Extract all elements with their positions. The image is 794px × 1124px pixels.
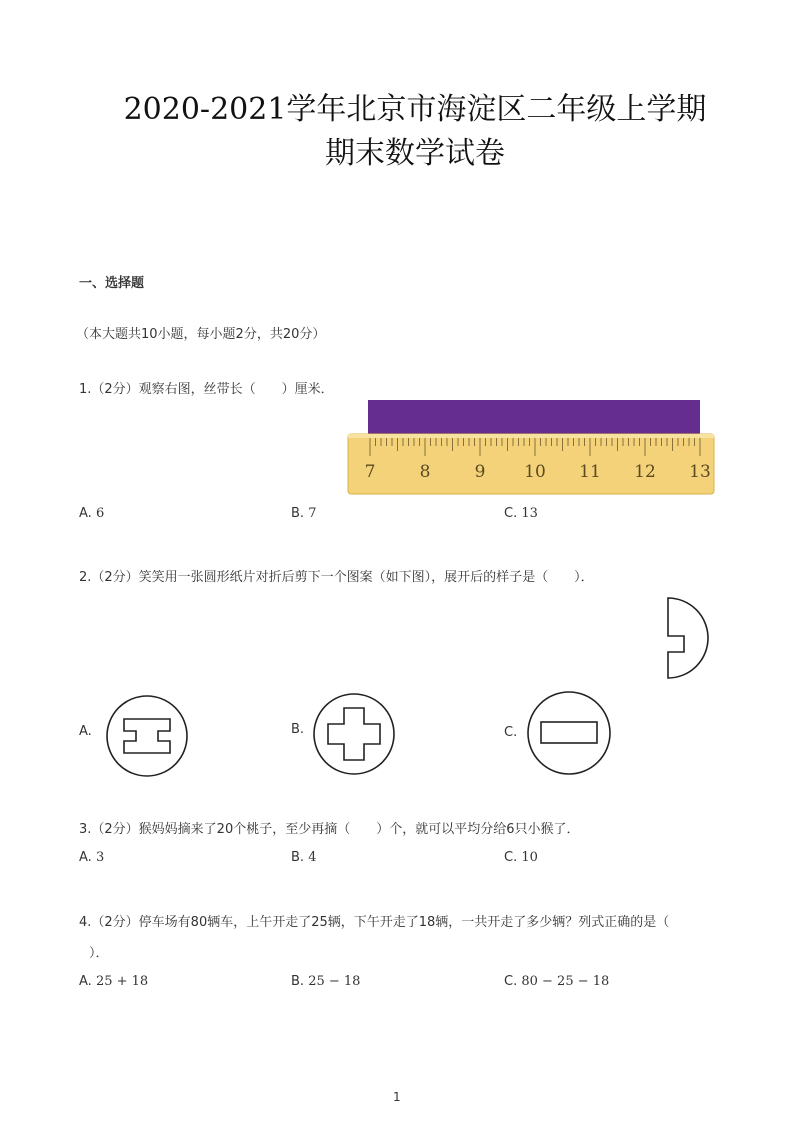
q2-option-a-figure[interactable] [103,692,191,780]
ruler-ribbon-figure [346,398,716,498]
q4-option-c[interactable]: C. 80 − 25 − 18 [504,974,610,989]
q3-option-b[interactable]: B. 4 [291,850,317,865]
ruler-label: 9 [474,462,486,482]
q2-option-b-figure[interactable] [310,690,398,778]
q4-option-a[interactable]: A. 25 + 18 [79,974,149,989]
question-2-stem: 2.（2分）笑笑用一张圆形纸片对折后剪下一个图案（如下图），展开后的样子是（ ）． [79,570,594,585]
ribbon [368,400,700,438]
question-3-stem: 3.（2分）猴妈妈摘来了20个桃子，至少再摘（ ）个，就可以平均分给6只小猴了． [79,822,580,837]
q4-option-b[interactable]: B. 25 − 18 [291,974,361,989]
ruler-label: 10 [524,462,546,482]
ruler-label: 11 [579,462,601,482]
q2-option-c-letter[interactable]: C. [504,725,518,740]
q1-option-b[interactable]: B. 7 [291,506,317,521]
question-4-stem-cont: ）． [89,946,109,961]
question-4-stem: 4.（2分）停车场有80辆车，上午开走了25辆，下午开走了18辆，一共开走了多少辆？列式正确的是（ [79,915,670,930]
q3-option-a[interactable]: A. 3 [79,850,105,865]
ruler-label: 8 [419,462,431,482]
q2-option-c-figure[interactable] [524,688,614,778]
section-heading: 一、选择题 [79,276,145,291]
q2-option-b-letter[interactable]: B. [291,722,305,737]
q2-option-a-letter[interactable]: A. [79,724,92,739]
question-1-stem: 1.（2分）观察右图，丝带长（ ）厘米． [79,382,334,397]
section-note: （本大题共10小题，每小题2分，共20分） [76,327,326,342]
ruler-label: 7 [364,462,376,482]
q1-option-a[interactable]: A. 6 [79,506,105,521]
folded-paper-cutout-figure [664,594,716,682]
ruler-label: 13 [689,462,711,482]
page-title-line1: 2020-2021学年北京市海淀区二年级上学期 [123,92,707,127]
q1-option-c[interactable]: C. 13 [504,506,538,521]
page-number: 1 [393,1090,401,1104]
page-title-line2: 期末数学试卷 [325,136,505,171]
q3-option-c[interactable]: C. 10 [504,850,538,865]
ruler-label: 12 [634,462,656,482]
